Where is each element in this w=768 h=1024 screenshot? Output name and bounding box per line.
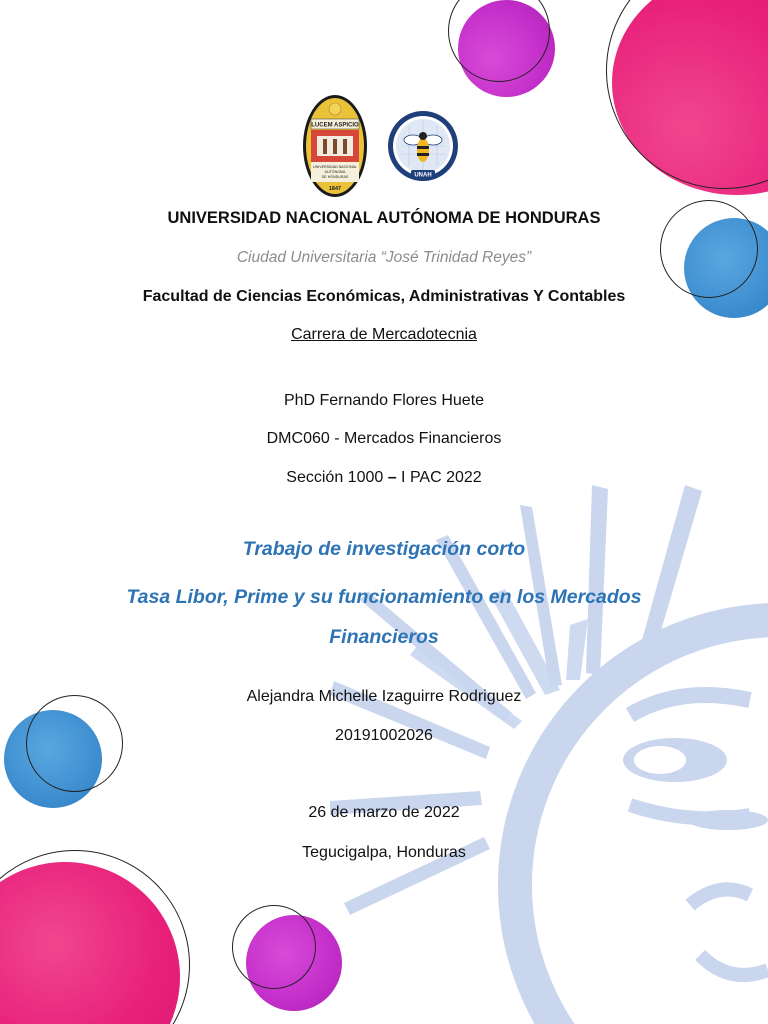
- location: Tegucigalpa, Honduras: [302, 844, 466, 861]
- account-number: 20191002026: [335, 727, 433, 744]
- sun-watermark-icon: [330, 485, 768, 1024]
- unah-bee-logo: [387, 108, 459, 184]
- course-name: DMC060 - Mercados Financieros: [266, 430, 502, 447]
- section-suffix: I PAC 2022: [396, 469, 482, 486]
- unah-label: UNAH: [414, 172, 432, 179]
- section-dash: –: [387, 469, 397, 486]
- professor-name: PhD Fernando Flores Huete: [283, 392, 485, 409]
- university-seal-logo: [302, 94, 368, 198]
- seal-motto: LUCEM ASPICIO: [311, 122, 359, 129]
- seal-name-line-3: DE HONDURAS: [321, 175, 349, 179]
- author-name: Alejandra Michelle Izaguirre Rodriguez: [246, 688, 522, 705]
- circle-outline-decoration: [606, 0, 768, 189]
- seal-name-line-2: AUTÓNOMA: [324, 170, 346, 174]
- faculty-name: Facultad de Ciencias Económicas, Administrativas Y Contables: [142, 288, 626, 305]
- topic-title-line-2: Financieros: [329, 626, 439, 648]
- university-title: UNIVERSIDAD NACIONAL AUTÓNOMA DE HONDURAS: [167, 209, 601, 227]
- career-name: Carrera de Mercadotecnia: [291, 326, 477, 343]
- work-type-title: Trabajo de investigación corto: [242, 538, 526, 560]
- section-info: [0, 469, 768, 487]
- seal-year: 1847: [328, 186, 342, 192]
- section-prefix: Sección 1000: [286, 469, 388, 486]
- seal-name-line-1: UNIVERSIDAD NACIONAL: [313, 165, 357, 169]
- circle-outline-decoration: [232, 905, 316, 989]
- circle-outline-decoration: [0, 850, 190, 1024]
- topic-title-line-1: Tasa Libor, Prime y su funcionamiento en los Mercados: [126, 586, 642, 608]
- campus-name: Ciudad Universitaria “José Trinidad Reyes”: [236, 249, 532, 266]
- submission-date: 26 de marzo de 2022: [308, 804, 460, 821]
